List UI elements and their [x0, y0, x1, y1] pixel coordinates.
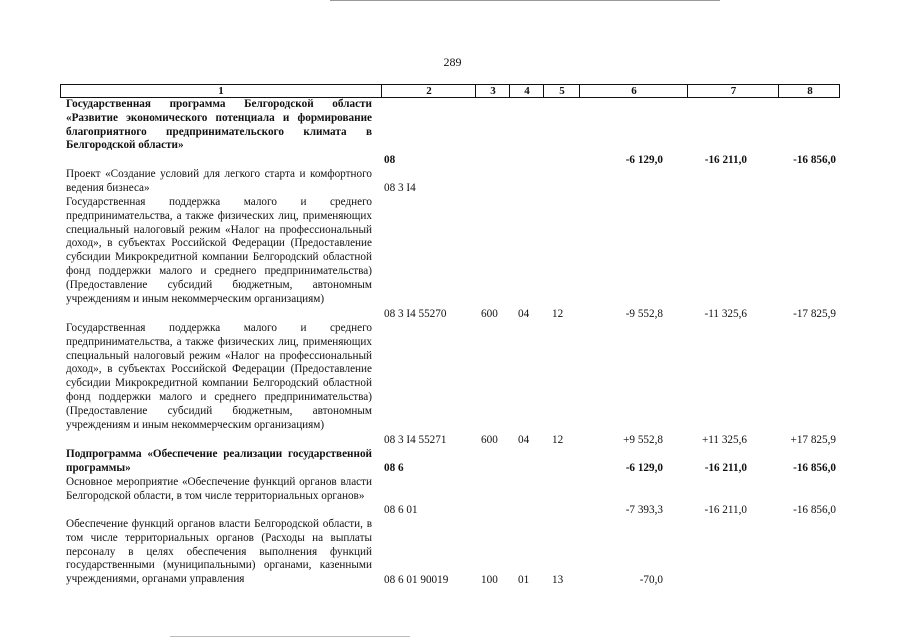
row-amount-7: -16 211,0 [704, 154, 747, 166]
row-amount-8: -16 856,0 [793, 462, 836, 474]
header-col-4: 4 [509, 85, 544, 97]
row-code: 08 6 01 90019 [384, 574, 449, 586]
scan-bottom-edge [170, 636, 410, 637]
row-name: Государственная поддержка малого и среднего предпринимательства, а также физических лиц, применяющих специальный налоговый режим «Налог на профессиональный доход», в субъектах Российской Федерации (Предоставление субсидии Микрокредитной компании Белгородский областной фонд поддержки малого и среднего предпринимательства) (Предоставление субсидий бюджетным, автономным учреждениям и иным некоммерческим организациям) [66, 196, 372, 305]
row-code: 08 3 I4 [384, 182, 416, 194]
row-code: 08 3 I4 55271 [384, 434, 447, 446]
row-amount-6: -70,0 [639, 574, 663, 586]
row-name: Государственная программа Белгородской области «Развитие экономического потенциала и формирование благоприятного предпринимательского климата в Белгородской области» [66, 98, 372, 152]
row-amount-6: -6 129,0 [625, 462, 663, 474]
row-rz: 04 [518, 434, 530, 446]
row-vr: 600 [481, 308, 498, 320]
row-amount-8: +17 825,9 [790, 434, 836, 446]
row-amount-6: -9 552,8 [625, 308, 663, 320]
row-name: Подпрограмма «Обеспечение реализации государственной программы» [66, 448, 372, 474]
row-name: Обеспечение функций органов власти Белгородской области, в том числе территориальных органов (Расходы на выплаты персоналу в целях обеспечения выполнения функций государственными (муниципальными) органами, казенными учреждениями, органами управления [66, 518, 372, 586]
row-pr: 12 [552, 308, 564, 320]
scan-top-edge [330, 0, 720, 1]
row-amount-7: +11 325,6 [701, 434, 747, 446]
row-vr: 100 [481, 574, 498, 586]
header-col-2: 2 [381, 85, 476, 97]
row-code: 08 6 [384, 462, 404, 474]
page-number: 289 [443, 55, 462, 69]
row-amount-7: -11 325,6 [704, 308, 747, 320]
row-name: Проект «Создание условий для легкого старта и комфортного ведения бизнеса» [66, 168, 372, 194]
row-code: 08 3 I4 55270 [384, 308, 447, 320]
row-amount-7: -16 211,0 [704, 504, 747, 516]
row-amount-7: -16 211,0 [704, 462, 747, 474]
row-vr: 600 [481, 434, 498, 446]
row-rz: 04 [518, 308, 530, 320]
row-amount-6: -7 393,3 [625, 504, 663, 516]
row-amount-8: -17 825,9 [793, 308, 836, 320]
row-name: Государственная поддержка малого и среднего предпринимательства, а также физических лиц, применяющих специальный налоговый режим «Налог на профессиональный доход», в субъектах Российской Федерации (Предоставление субсидии Микрокредитной компании Белгородский областной фонд поддержки малого и среднего предпринимательства) (Предоставление субсидий бюджетным, автономным учреждениям и иным некоммерческим организациям) [66, 322, 372, 431]
row-pr: 12 [552, 434, 564, 446]
header-col-3: 3 [475, 85, 510, 97]
row-amount-8: -16 856,0 [793, 154, 836, 166]
header-col-6: 6 [579, 85, 688, 97]
header-col-5: 5 [543, 85, 580, 97]
header-col-8: 8 [778, 85, 841, 97]
row-pr: 13 [552, 574, 564, 586]
row-code: 08 6 01 [384, 504, 418, 516]
table-header [60, 84, 840, 98]
row-amount-8: -16 856,0 [793, 504, 836, 516]
row-code: 08 [384, 154, 396, 166]
row-rz: 01 [518, 574, 530, 586]
header-col-1: 1 [218, 85, 224, 97]
row-amount-6: -6 129,0 [625, 154, 663, 166]
row-amount-6: +9 552,8 [623, 434, 663, 446]
header-col-7: 7 [687, 85, 779, 97]
row-name: Основное мероприятие «Обеспечение функций органов власти Белгородской области, в том числе территориальных органов» [66, 476, 372, 502]
